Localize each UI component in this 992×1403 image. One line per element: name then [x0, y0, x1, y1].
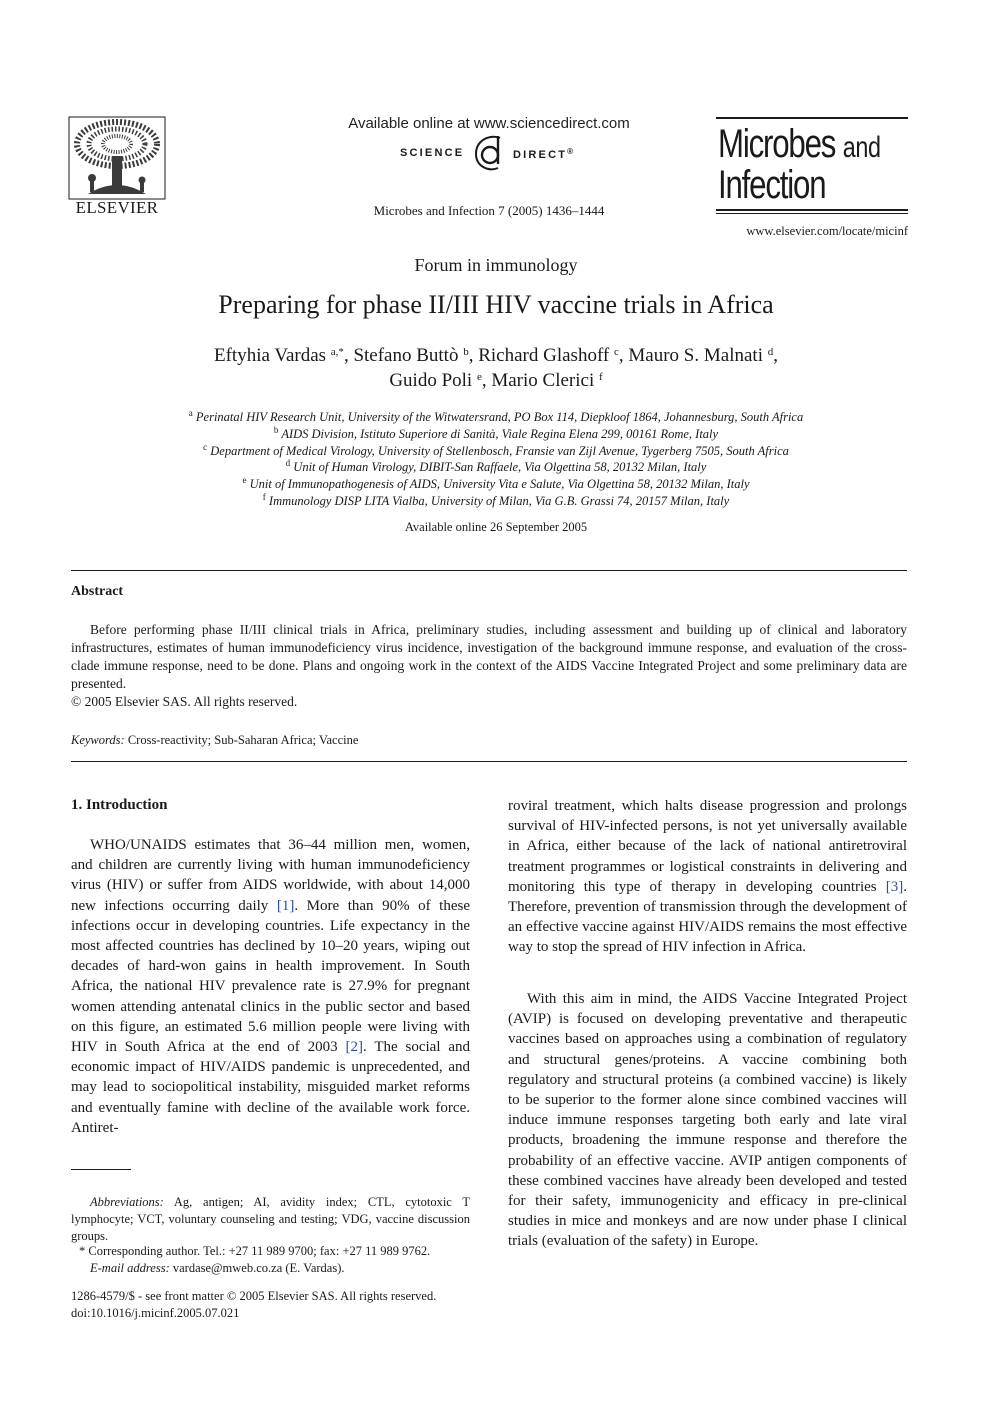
author-list-line1: Eftyhia Vardas $^{a,*}$, Stefano Buttò $^b$, Richard Glashoff $^c$, Mauro S. Malnati $^d$, — [214, 345, 778, 366]
author-name[interactable]: Mario Clerici — [491, 370, 595, 391]
citation-link[interactable]: [2] — [345, 1039, 363, 1056]
sciencedirect-availability: Available online at www.sciencedirect.com — [348, 115, 630, 132]
divider — [71, 570, 907, 571]
keywords: Keywords: Cross-reactivity; Sub-Saharan Africa; Vaccine — [71, 733, 359, 747]
abstract-copyright: © 2005 Elsevier SAS. All rights reserved. — [71, 694, 298, 709]
intro-paragraph-1: WHO/UNAIDS estimates that 36–44 million men, women, and children are currently living with human immunodeficiency virus (HIV) or suffer from AIDS worldwide, with about 14,000 new infections occurring daily [1]. More than 90% of these infections occur in developing countries. Life expectancy in the most affected countries has declined by 10–20 years, wiping out decades of hard-won gains in health improvement. In South Africa, the national HIV prevalence rate is 27.9% for pregnant women attending antenatal clinics in the public sector and based on this figure, an estimated 5.6 million people were living with HIV in South Africa at the end of 2003 [2]. The social and economic impact of HIV/AIDS pandemic is unprecedented, and may lead to sociopolitical instability, misguided market reforms and eventually famine with decline of the available work force. Antiret- — [71, 837, 470, 1136]
affiliation-b: $^b$ AIDS Division, Istituto Superiore di Sanità, Viale Regina Elena 299, 00161 Rome, Italy — [273, 425, 719, 441]
available-online-date: Available online 26 September 2005 — [404, 520, 588, 534]
sciencedirect-logo-left: SCIENCE — [400, 147, 465, 159]
divider — [71, 761, 907, 762]
author-name[interactable]: Guido Poli — [389, 370, 473, 391]
author-name[interactable]: Richard Glashoff — [478, 345, 610, 366]
intro-paragraph-2: With this aim in mind, the AIDS Vaccine Integrated Project (AVIP) is focused on developing preventative and therapeutic vaccines based on approaches using a combination of regulatory and structural genes/proteins. A vaccine combining both regulatory and structural proteins (a combined vaccine) is likely to be superior to the former alone since combined vaccines will induce immune responses targeting both early and late viral products, broadening the immune response and therefore the probability of an effective vaccine. AVIP antigen components of these combined vaccines have already been developed and tested for their safety, immunogenicity and efficacy in pre-clinical studies in mice and monkeys and are now under phase I clinical trials (evaluation of the safety) in Europe. — [508, 991, 907, 1250]
journal-brand-name-line1: Microbes and — [718, 122, 881, 166]
affiliation-c: $^c$ Department of Medical Virology, University of Stellenbosch, Fransie van Zijl Avenue, Tygerberg 7505, South Africa — [203, 442, 789, 458]
elsevier-wordmark: ELSEVIER — [75, 198, 159, 217]
footnote-divider — [71, 1169, 131, 1170]
footnote-email: E-mail address: vardase@mweb.co.za (E. Vardas). — [90, 1261, 345, 1275]
paper-title: Preparing for phase II/III HIV vaccine trials in Africa — [218, 290, 774, 319]
abstract-heading: Abstract — [71, 584, 124, 599]
citation-link[interactable]: [3] — [885, 878, 904, 895]
footnote-abbreviations: Abbreviations: Ag, antigen; AI, avidity index; CTL, cytotoxic T lymphocyte; VCT, voluntary counseling and testing; VDG, vaccine discussion groups. — [71, 1195, 470, 1243]
affiliation-e: $^e$ Unit of Immunopathogenesis of AIDS, University Vita e Salute, Via Olgettina 58, 20132 Milan, Italy — [242, 475, 750, 491]
issn-line: 1286-4579/$ - see front matter © 2005 Elsevier SAS. All rights reserved. — [71, 1289, 437, 1303]
author-name[interactable]: Mauro S. Malnati — [628, 345, 763, 366]
journal-citation: Microbes and Infection 7 (2005) 1436–1444 — [373, 203, 605, 218]
affiliation-d: $^d$ Unit of Human Virology, DIBIT-San Raffaele, Via Olgettina 58, 20132 Milan, Italy — [285, 458, 707, 474]
author-name[interactable]: Stefano Buttò — [353, 345, 459, 366]
sciencedirect-d-icon — [470, 132, 510, 174]
author-name[interactable]: Eftyhia Vardas — [214, 345, 327, 366]
sciencedirect-logo-right: DIRECT® — [513, 147, 574, 161]
journal-url-link[interactable]: www.elsevier.com/locate/micinf — [746, 224, 908, 238]
intro-paragraph-1-continued: roviral treatment, which halts disease progression and prolongs survival of HIV-infected persons, is not yet universally available in Africa, either because of the lack of national antiretroviral treatment programmes or logistical constraints in delivering and monitoring this type of therapy in developing countries [3]. Therefore, prevention of transmission through the development of an effective vaccine against HIV/AIDS remains the most effective way to stop the spread of HIV infection in Africa. — [508, 798, 907, 956]
section-heading-introduction: 1. Introduction — [71, 797, 168, 813]
affiliation-a: $^a$ Perinatal HIV Research Unit, University of the Witwatersrand, PO Box 114, Diepkloof 1864, Johannesburg, South Africa — [188, 408, 804, 424]
journal-brand-name-line2: Infection — [718, 163, 826, 207]
author-list-line2: Guido Poli $^e$, Mario Clerici $^f$ — [389, 370, 603, 391]
section-label: Forum in immunology — [414, 255, 578, 275]
front-matter-info — [71, 1288, 436, 1322]
doi-link[interactable]: doi:10.1016/j.micinf.2005.07.021 — [71, 1306, 240, 1320]
abstract-body: Before performing phase II/III clinical trials in Africa, preliminary studies, including assessment and building up of clinical and laboratory infrastructures, estimates of human immunodeficiency virus incidence, investigation of the background immune response, and evaluation of the cross-clade immune response, need to be done. Plans and ongoing work in the context of the AIDS Vaccine Integrated Project and some preliminary data are presented. — [71, 622, 907, 691]
footnote-corresponding-author: * Corresponding author. Tel.: +27 11 989 9700; fax: +27 11 989 9762. — [79, 1244, 431, 1258]
affiliation-f: $^f$ Immunology DISP LITA Vialba, University of Milan, Via G.B. Grassi 74, 20157 Milan, Italy — [262, 492, 730, 508]
citation-link[interactable]: [1] — [276, 897, 295, 914]
